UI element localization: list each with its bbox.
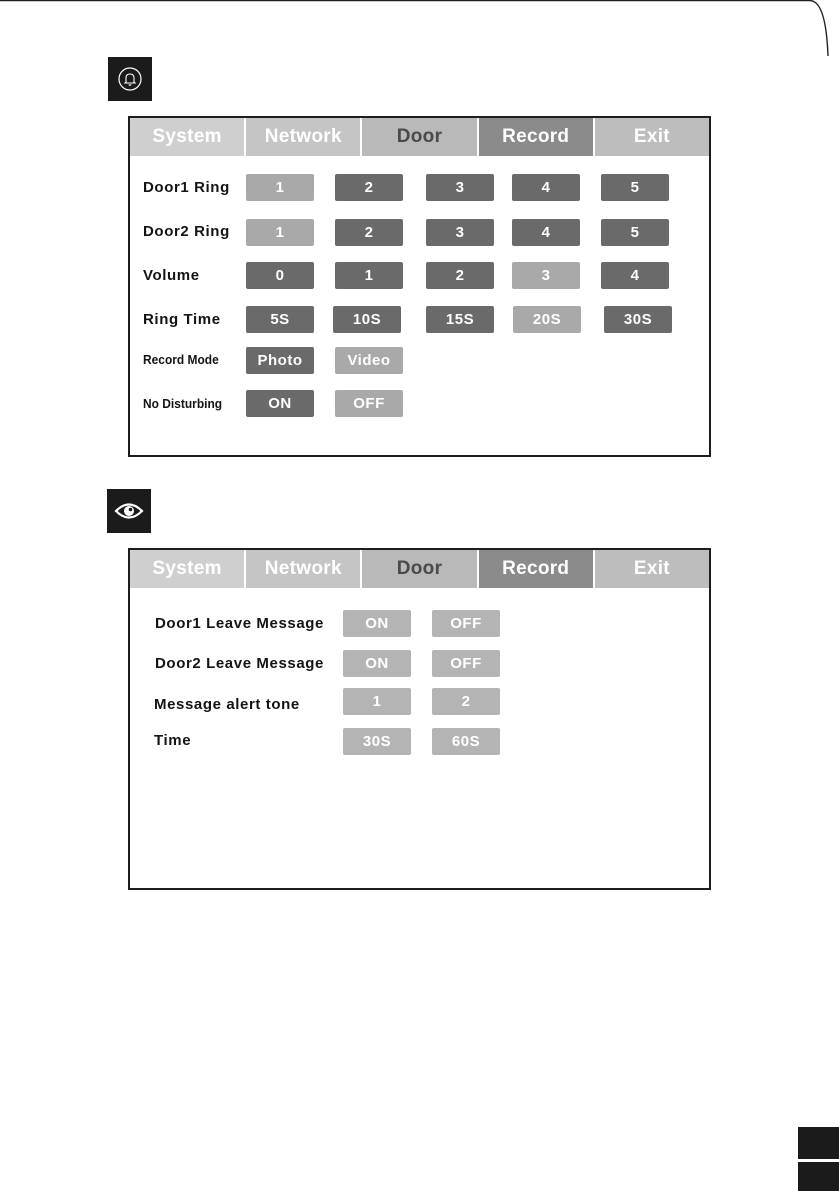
message-alert-tone-1[interactable]: 1 <box>343 688 411 715</box>
ring-time-option-20s[interactable]: 20S <box>513 306 581 333</box>
tab-exit[interactable]: Exit <box>595 550 709 588</box>
time-label: Time <box>154 732 192 749</box>
time-option-60s[interactable]: 60S <box>432 728 500 755</box>
volume-option-0[interactable]: 0 <box>246 262 314 289</box>
door2-ring-label: Door2 Ring <box>143 223 230 240</box>
record-mode-label: Record Mode <box>143 352 219 367</box>
tab-system[interactable]: System <box>130 550 244 588</box>
door1-leave-message-on[interactable]: ON <box>343 610 411 637</box>
tab-record[interactable]: Record <box>479 118 593 156</box>
no-disturbing-label: No Disturbing <box>143 396 223 411</box>
tab-network[interactable]: Network <box>246 118 360 156</box>
ring-time-option-15s[interactable]: 15S <box>426 306 494 333</box>
record-mode-video[interactable]: Video <box>335 347 403 374</box>
volume-option-2[interactable]: 2 <box>426 262 494 289</box>
eye-icon <box>107 489 151 533</box>
door1-ring-option-1[interactable]: 1 <box>246 174 314 201</box>
page-edge-tab <box>798 1127 839 1159</box>
volume-label: Volume <box>143 267 200 284</box>
door1-ring-option-4[interactable]: 4 <box>512 174 580 201</box>
tab-exit[interactable]: Exit <box>595 118 709 156</box>
door2-ring-option-1[interactable]: 1 <box>246 219 314 246</box>
volume-option-3[interactable]: 3 <box>512 262 580 289</box>
door1-ring-option-3[interactable]: 3 <box>426 174 494 201</box>
door1-leave-message-off[interactable]: OFF <box>432 610 500 637</box>
time-option-30s[interactable]: 30S <box>343 728 411 755</box>
tab-bar <box>130 550 709 588</box>
no-disturbing-off[interactable]: OFF <box>335 390 403 417</box>
door1-ring-option-2[interactable]: 2 <box>335 174 403 201</box>
door1-leave-message-label: Door1 Leave Message <box>155 615 324 632</box>
record-settings-panel <box>128 548 711 890</box>
no-disturbing-on[interactable]: ON <box>246 390 314 417</box>
tab-network[interactable]: Network <box>246 550 360 588</box>
ring-time-option-5s[interactable]: 5S <box>246 306 314 333</box>
message-alert-tone-label: Message alert tone <box>154 696 300 713</box>
door1-ring-label: Door1 Ring <box>143 179 230 196</box>
tab-system[interactable]: System <box>130 118 244 156</box>
tab-record[interactable]: Record <box>479 550 593 588</box>
record-mode-photo[interactable]: Photo <box>246 347 314 374</box>
door2-ring-option-3[interactable]: 3 <box>426 219 494 246</box>
door2-ring-option-4[interactable]: 4 <box>512 219 580 246</box>
tab-door[interactable]: Door <box>362 118 476 156</box>
page-edge-tab <box>798 1162 839 1191</box>
volume-option-4[interactable]: 4 <box>601 262 669 289</box>
door2-ring-option-5[interactable]: 5 <box>601 219 669 246</box>
top-rule-line <box>0 0 839 56</box>
message-alert-tone-2[interactable]: 2 <box>432 688 500 715</box>
ring-time-option-10s[interactable]: 10S <box>333 306 401 333</box>
ring-time-option-30s[interactable]: 30S <box>604 306 672 333</box>
door2-leave-message-off[interactable]: OFF <box>432 650 500 677</box>
bell-icon <box>108 57 152 101</box>
door-settings-panel <box>128 116 711 457</box>
door2-ring-option-2[interactable]: 2 <box>335 219 403 246</box>
tab-bar <box>130 118 709 156</box>
tab-door[interactable]: Door <box>362 550 476 588</box>
door1-ring-option-5[interactable]: 5 <box>601 174 669 201</box>
door2-leave-message-label: Door2 Leave Message <box>155 655 324 672</box>
door2-leave-message-on[interactable]: ON <box>343 650 411 677</box>
volume-option-1[interactable]: 1 <box>335 262 403 289</box>
ring-time-label: Ring Time <box>143 311 221 328</box>
